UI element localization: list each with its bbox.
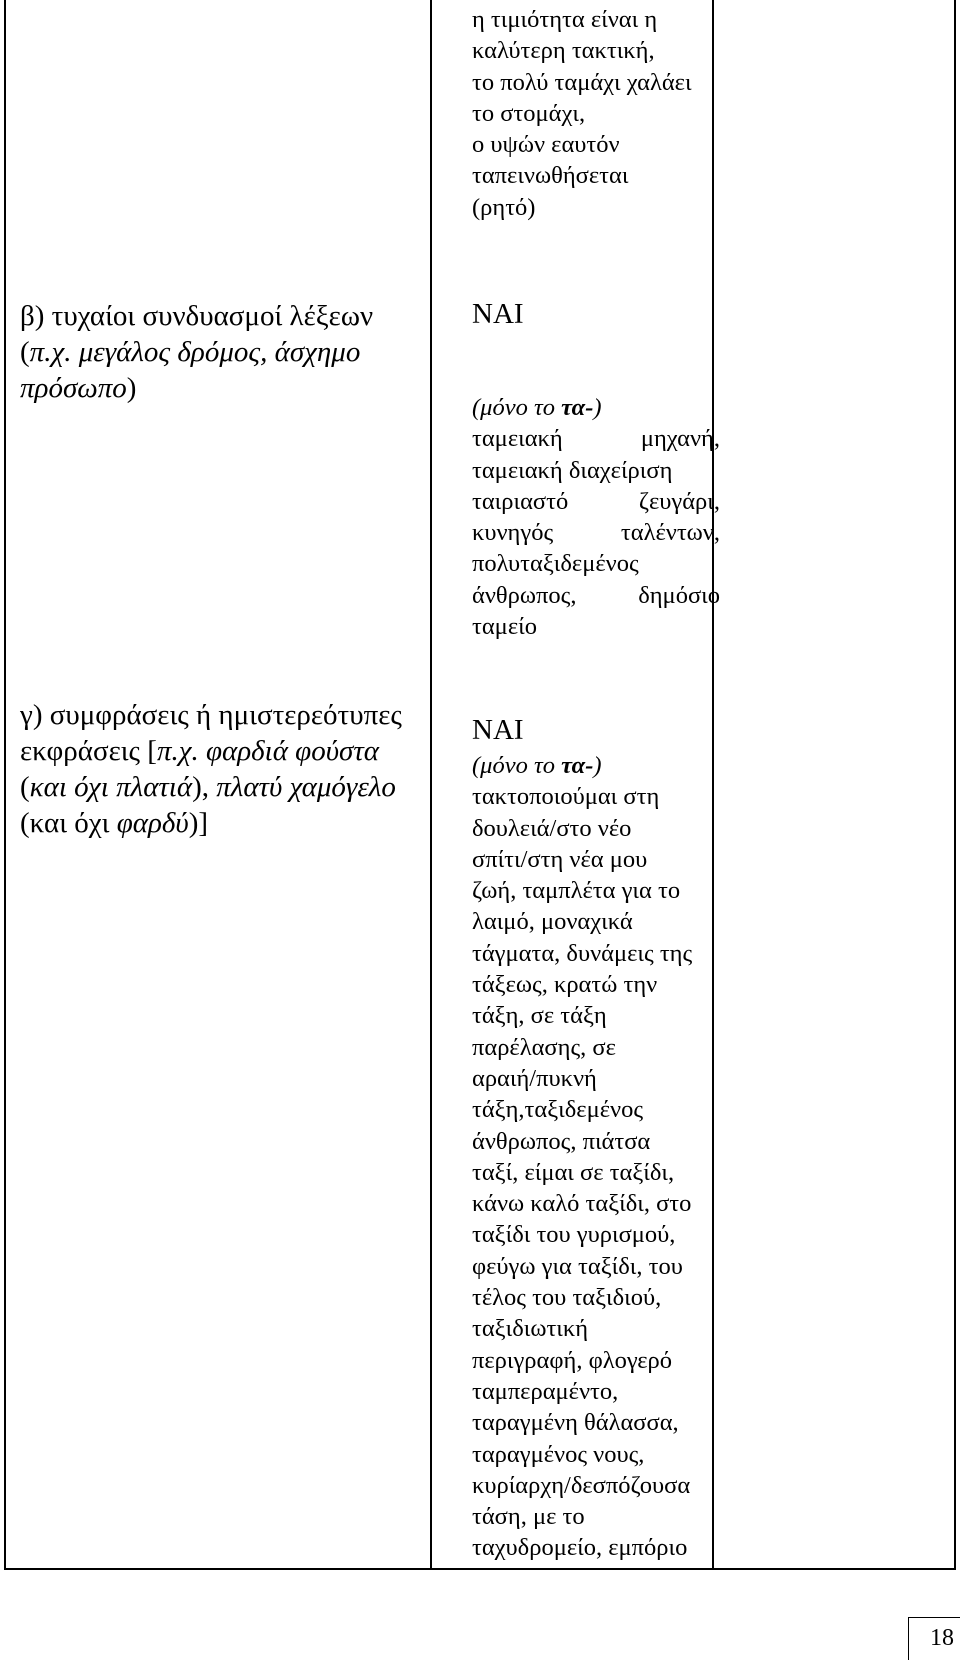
text-line: πολυταξιδεμένος — [472, 550, 639, 578]
text-line: ταιριαστό ζευγάρι, — [472, 487, 720, 515]
text-line: περιγραφή, φλογερό — [472, 1346, 673, 1374]
text-line: κυνηγός ταλέντων, — [472, 519, 720, 547]
top-row-mid-cell — [472, 4, 692, 223]
row-b-answer: ΝΑΙ — [472, 298, 524, 330]
text-line: τάξη,ταξιδεμένος — [472, 1096, 644, 1124]
text-line: παρέλασης, σε — [472, 1033, 616, 1061]
text-line: ταμείο — [472, 613, 537, 641]
table-divider-1 — [430, 0, 432, 1570]
text-line: κάνω καλό ταξίδι, στο — [472, 1190, 692, 1218]
page-number: 18 — [930, 1625, 954, 1651]
text-line: ταχυδρομείο, εμπόριο — [472, 1534, 688, 1562]
table-border-right — [954, 0, 956, 1570]
text-line: ταξί, είμαι σε ταξίδι, — [472, 1158, 675, 1186]
row-c-answer: ΝΑΙ — [472, 714, 524, 746]
row-b-heading: β) τυχαίοι συνδυασμοί λέξεων — [20, 300, 374, 332]
text-line: άνθρωπος, δημόσιο — [472, 581, 720, 609]
row-c-left-cell — [20, 697, 402, 841]
text-line: τέλος του ταξιδιού, — [472, 1284, 662, 1312]
text-line: ζωή, ταμπλέτα για το — [472, 877, 681, 905]
row-c-mid-cell — [472, 750, 692, 1564]
row-b-example-line: πρόσωπο) — [20, 372, 137, 404]
text-line: το στομάχι, — [472, 99, 586, 127]
text-line: το πολύ ταμάχι χαλάει — [472, 68, 692, 96]
text-line: ταμειακή διαχείριση — [472, 456, 673, 484]
row-c-example-line: (και όχι πλατιά), πλατύ χαμόγελο — [20, 771, 396, 803]
text-line: τάξεως, κρατώ την — [472, 971, 658, 999]
text-line: ταραγμένος νους, — [472, 1440, 645, 1468]
row-c-example-line: εκφράσεις [π.χ. φαρδιά φούστα — [20, 735, 379, 767]
text-line: φεύγω για ταξίδι, του — [472, 1252, 683, 1280]
text-line: ταπεινωθήσεται — [472, 162, 629, 190]
text-line: άνθρωπος, πιάτσα — [472, 1127, 651, 1155]
table-border-bottom — [4, 1568, 956, 1570]
text-line: καλύτερη τακτική, — [472, 37, 655, 65]
text-line: σπίτι/στη νέα μου — [472, 845, 648, 873]
table-divider-2 — [712, 0, 714, 1570]
text-line: αραιή/πυκνή — [472, 1064, 597, 1092]
row-c-heading: γ) συμφράσεις ή ημιστερεότυπες — [20, 699, 402, 731]
text-line: δουλειά/στο νέο — [472, 814, 632, 842]
text-line: (ρητό) — [472, 193, 536, 221]
text-line: τάξη, σε τάξη — [472, 1002, 607, 1030]
row-b-example-line: (π.χ. μεγάλος δρόμος, άσχημο — [20, 336, 361, 368]
text-line: ταμπεραμέντο, — [472, 1377, 619, 1405]
row-b-left-cell — [20, 298, 373, 406]
text-line: ταξίδι του γυρισμού, — [472, 1221, 676, 1249]
row-b-note: (μόνο το τα-) — [472, 394, 602, 421]
row-c-example-line: (και όχι φαρδύ)] — [20, 807, 209, 839]
text-line: τακτοποιούμαι στη — [472, 783, 660, 811]
table-border-left — [4, 0, 6, 1570]
text-line: ταξιδιωτική — [472, 1315, 589, 1343]
text-line: ταραγμένη θάλασσα, — [472, 1409, 679, 1437]
row-b-mid-cell — [472, 392, 720, 642]
text-line: λαιμό, μοναχικά — [472, 908, 633, 936]
text-line: τάγματα, δυνάμεις της — [472, 939, 693, 967]
row-c-note: (μόνο το τα-) — [472, 752, 602, 779]
text-line: η τιμιότητα είναι η — [472, 6, 658, 33]
text-line: κυρίαρχη/δεσπόζουσα — [472, 1471, 691, 1499]
text-line: τάση, με το — [472, 1503, 585, 1531]
text-line: ταμειακή μηχανή, — [472, 425, 720, 453]
text-line: ο υψών εαυτόν — [472, 131, 620, 159]
